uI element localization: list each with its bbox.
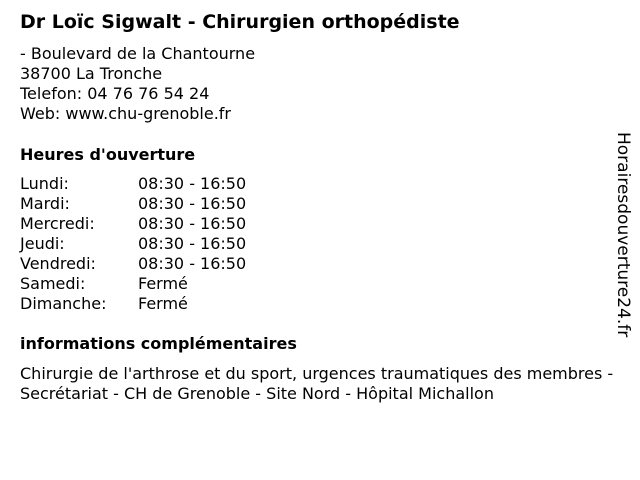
opening-hours-table <box>20 174 278 314</box>
hours-row-wednesday <box>20 214 278 234</box>
address-street: - Boulevard de la Chantourne <box>20 44 256 63</box>
hours-day: Mercredi: <box>20 214 95 233</box>
hours-day: Dimanche: <box>20 294 107 313</box>
address-block <box>20 44 255 124</box>
hours-time: Fermé <box>138 274 188 293</box>
hours-time: 08:30 - 16:50 <box>138 234 247 253</box>
hours-time: 08:30 - 16:50 <box>138 254 247 273</box>
hours-row-thursday <box>20 234 278 254</box>
address-city: 38700 La Tronche <box>20 64 163 83</box>
hours-day: Samedi: <box>20 274 86 293</box>
hours-row-saturday <box>20 274 278 294</box>
additional-info-heading: informations complémentaires <box>20 334 297 353</box>
hours-row-tuesday <box>20 194 278 214</box>
hours-time: 08:30 - 16:50 <box>138 214 247 233</box>
hours-time: 08:30 - 16:50 <box>138 174 247 193</box>
hours-day: Jeudi: <box>20 234 65 253</box>
hours-row-monday <box>20 174 278 194</box>
page-title: Dr Loïc Sigwalt - Chirurgien orthopédiste <box>20 11 460 33</box>
hours-day: Lundi: <box>20 174 69 193</box>
hours-row-sunday <box>20 294 278 314</box>
opening-hours-heading: Heures d'ouverture <box>20 145 196 164</box>
phone-number: Telefon: 04 76 76 54 24 <box>20 84 210 103</box>
additional-info-text: Chirurgie de l'arthrose et du sport, urgences traumatiques des membres - Secrétariat - CH de Grenoble - Site Nord - Hôpital Michallon <box>20 364 614 403</box>
hours-day: Vendredi: <box>20 254 96 273</box>
hours-time: 08:30 - 16:50 <box>138 194 247 213</box>
site-watermark: Horairesdouverture24.fr <box>613 132 633 338</box>
hours-time: Fermé <box>138 294 188 313</box>
hours-row-friday <box>20 254 278 274</box>
hours-day: Mardi: <box>20 194 70 213</box>
website: Web: www.chu-grenoble.fr <box>20 104 231 123</box>
